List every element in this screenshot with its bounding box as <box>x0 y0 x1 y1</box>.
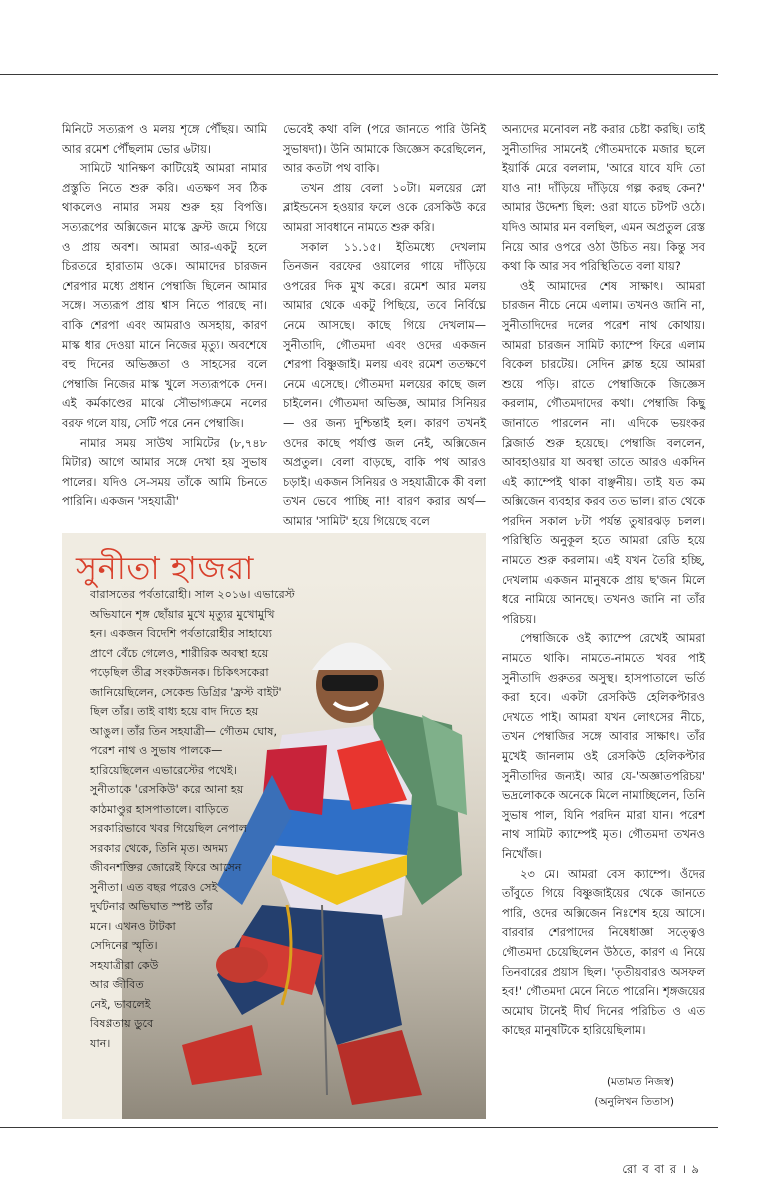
profile-text-line: আঙুল। তাঁর তিন সহযাত্রী— গৌতম ঘোষ, <box>90 724 278 738</box>
profile-text-line: প্রাণে বেঁচে গেলেও, শারীরিক অবস্থা হয়ে <box>90 646 269 660</box>
page-footer: রো ব বা র । ৯ <box>622 1162 700 1176</box>
profile-text-line: মনে। এখনও টাটকা <box>90 919 176 933</box>
profile-text-line: সুনীতা। এত বছর পরেও সেই <box>90 880 218 894</box>
profile-text-line: বিষণ্ণতায় ডুবে <box>90 1017 154 1030</box>
profile-text-line: সেদিনের স্মৃতি। <box>90 939 158 952</box>
profile-text-line: হারিয়েছিলেন এভারেস্টের পথেই। <box>90 763 237 777</box>
paragraph: ভেবেই কথা বলি (পরে জানতে পারি উনিই সুভাষদা)। উনি আমাকে জিজ্ঞেস করেছিলেন, আর কতটা পথ বাকি। <box>283 122 486 176</box>
profile-text-line: সরকার থেকে, তিনি মৃত। অদম্য <box>90 841 228 855</box>
profile-text-line: সহযাত্রীরা কেউ <box>90 958 159 972</box>
profile-text-line: সুনীতাকে 'রেসকিউ' করে আনা হয় <box>90 783 244 796</box>
profile-text-line: নেই, ভাবলেই <box>90 997 151 1011</box>
profile-text-line: অভিযানে শৃঙ্গ ছোঁয়ার মুখে মৃত্যুর মুখোমুখি <box>90 607 275 621</box>
paragraph: ২৩ মে। আমরা বেস ক্যাম্পে। ওঁদের তাঁবুতে গিয়ে বিষ্ণুজাইয়ের থেকে জানতে পারি, ওদের অক্সিজেন নিঃশেষ হয়ে আসে। বারবার শেরপাদের নিষেধাজ্ঞা সত্ত্বেও গৌতমদা চেয়েছিলেন উঠতে, কারণ এ নিয়ে তিনবারের প্রয়াস ছিল। 'তৃতীয়বারও অসফল হব!' গৌতমদা মেনে নিতে পারেনি। শৃঙ্গজয়ের অমোঘ টানেই দীর্ঘ দিনের পরিচিত ও এত কাছের মানুষটিকে হারিয়েছিলাম। <box>502 866 705 1038</box>
opinion-credit: (মতামত নিজস্ব) <box>606 1076 674 1088</box>
bottom-rule <box>0 1127 718 1128</box>
profile-text-line: পড়েছিল তীব্র সংকটজনক। চিকিৎসকেরা <box>90 666 269 679</box>
profile-text-line: যান। <box>90 1036 111 1050</box>
paragraph: নামার সময় সাউথ সামিটের (৮,৭৪৮ মিটার) আগে আমার সঙ্গে দেখা হয় সুভাষ পালের। যদিও সে-সময় তাঁকে আমি চিনতে পারিনি। একজন 'সহযাত্রী' <box>62 435 267 509</box>
paragraph: সকাল ১১.১৫। ইতিমধ্যে দেখলাম তিনজন বরফের ওয়ালের গায়ে দাঁড়িয়ে ওপরের দিক মুখ করে। রমেশ আর মলয় আমার থেকে একটু পিছিয়ে, তবে নির্বিঘ্নে নেমে আসছে। কাছে গিয়ে দেখলাম— সুনীতাদি, গৌতমদা এবং ওদের একজন শেরপা বিষ্ণুজাই। মলয় এবং রমেশ ততক্ষণে নেমে এসেছে। গৌতমদা মলয়ের কাছে জল চাইলেন। গৌতমদা অভিজ্ঞ, আমার সিনিয়র— ওর জন্য দুশ্চিন্তাই হল। কারণ তখনই ওদের কাছে পর্যাপ্ত জল নেই, অক্সিজেন অপ্রতুল। বেলা বাড়ছে, বাকি পথ আরও চড়াই। একজন সিনিয়র ও সহযাত্রীকে কী বলা তখন ভেবে পাচ্ছি না! বারণ করার অর্থ— আমার 'সামিট' হয়ে গিয়েছে বলে <box>283 239 486 528</box>
paragraph: ওই আমাদের শেষ সাক্ষাৎ। আমরা চারজন নীচে নেমে এলাম। তখনও জানি না, সুনীতাদিদের দলের পরেশ নাথ কোথায়। আমরা চারজন সামিট ক্যাম্পে ফিরে এলাম বিকেল চারটেয়। সেদিন ক্লান্ত হয়ে আমরা শুয়ে পড়ি। রাতে পেম্বাজিকে জিজ্ঞেস করলাম, গৌতমদাদের কথা। পেম্বাজি কিছু জানাতে পারলেন না। এদিকে ভয়ংকর ব্লিজার্ড শুরু হয়েছে। পেম্বাজি বললেন, আবহাওয়ার যা অবস্থা তাতে আরও একদিন এই ক্যাম্পেই থাকা বাঞ্ছনীয়। তাই যত কম অক্সিজেন ব্যবহার করব তত ভাল। রাত থেকে পরদিন সকাল ৮টা পর্যন্ত তুষারঝড় চলল। পরিস্থিতি অনুকূল হতে আমরা রেডি হয়ে নামতে শুরু করলাম। এই যখন তৈরি হচ্ছি, দেখলাম একজন মানুষকে প্রায় ছ'জন মিলে ধরে নামিয়ে আনছে। তখনও জানি না তাঁর পরিচয়। <box>502 278 705 626</box>
paragraph: অন্যদের মনোবল নষ্ট করার চেষ্টা করছি। তাই সুনীতাদির সামনেই গৌতমদাকে মজার ছলে ইয়ার্কি মেরে বললাম, 'আরে যাবে যদি তো যাও না! দাঁড়িয়ে দাঁড়িয়ে গল্প করছ কেন?' আমার উদ্দেশ্য ছিল: ওরা যাতে চটপট ওঠে। যদিও আমার মন বলছিল, এমন অপ্রতুল রেস্ত নিয়ে আর ওপরে ওঠা উচিত নয়। কিন্তু সব কথা কি আর সব পরিস্থিতিতে বলা যায়? <box>502 122 705 274</box>
profile-text-line: আর জীবিত <box>90 978 144 991</box>
paragraph: পেম্বাজিকে ওই ক্যাম্পে রেখেই আমরা নামতে থাকি। নামতে-নামতে খবর পাই সুনীতাদি গুরুতর অসুস্থ। হাসপাতালে ভর্তি করা হবে। একটা রেসকিউ হেলিকপ্টারও দেখতে পাই। আমরা যখন লোৎসের নীচে, তখন পেম্বাজির সঙ্গে আবার সাক্ষাৎ। তাঁর মুখেই জানলাম ওই রেসকিউ হেলিকপ্টার সুনীতাদির জন্যই। আর যে-'অজ্ঞাতপরিচয়' ভদ্রলোককে অনেকে মিলে নামাচ্ছিলেন, তিনি সুভাষ পাল, যিনি পরদিন মারা যান। পরেশ নাথ সামিট ক্যাম্পেই মৃত। গৌতমদা তখনও নিখোঁজ। <box>502 631 705 861</box>
profile-text-line: জানিয়েছিলেন, সেকেন্ড ডিগ্রির 'ফ্রস্ট বাইট' <box>90 685 282 699</box>
profile-title: সুনীতা হাজরা <box>76 549 254 587</box>
paragraph: তখন প্রায় বেলা ১০টা। মলয়ের স্নো ব্লাইন্ডনেস হওয়ার ফলে ওকে রেসকিউ করে আমরা সাবধানে নামতে শুরু করি। <box>283 180 486 234</box>
transcription-credit: (অনুলিখন তিতাস) <box>594 1096 674 1108</box>
profile-text-line: সরকারিভাবে খবর গিয়েছিল নেপাল <box>90 822 247 835</box>
top-rule <box>0 74 718 75</box>
article-column-3 <box>502 120 705 1041</box>
profile-text-line: বারাসতের পর্বতারোহী। সাল ২০১৬। এভারেস্ট <box>90 588 295 601</box>
profile-text <box>62 585 486 1119</box>
paragraph: সামিটে খানিক্ষণ কাটিয়েই আমরা নামার প্রস্তুতি নিতে শুরু করি। এতক্ষণ সব ঠিক থাকলেও নামার সময় শুরু হয় বিপত্তি। সত্যরূপের অক্সিজেন মাস্কে ফ্রস্ট জমে গিয়ে ও প্রায় অবশ। আমরা আর-একটু হলে চিরতরে হারাতাম ওকে। আমাদের চারজন শেরপার মধ্যে প্রধান পেম্বাজি ছিলেন আমার সঙ্গে। সত্যরূপ প্রায় শ্বাস নিতে পারছে না। বাকি শেরপা এবং আমরাও অসহায়, কারণ মাস্ক ধার দেওয়া মানে নিজের মৃত্যু। অবশেষে বহু দিনের অভিজ্ঞতা ও সাহসের বলে পেম্বাজি নিজের মাস্ক খুলে সত্যরূপকে দেন। এই কর্মকাণ্ডের মাঝে সৌভাগ্যক্রমে নলের বরফ গলে যায়, সেটি পরে নেন পেম্বাজি। <box>62 161 267 430</box>
profile-text-line: ছিল তাঁর। তাই বাধ্য হয়ে বাদ দিতে হয় <box>90 705 259 718</box>
profile-text-line: জীবনশক্তির জোরেই ফিরে আসেন <box>90 861 242 874</box>
article-column-2 <box>283 120 486 531</box>
paragraph: মিনিটে সত্যরূপ ও মলয় শৃঙ্গে পৌঁছয়। আমি আর রমেশ পৌঁছলাম ভোর ৬টায়। <box>62 122 267 156</box>
profile-text-line: হন। একজন বিদেশি পর্বতারোহীর সাহায্যে <box>90 627 272 640</box>
article-column-1 <box>62 120 267 512</box>
profile-text-line: কাঠমাণ্ডুর হাসপাতালে। বাড়িতে <box>90 802 229 816</box>
profile-text-line: পরেশ নাথ ও সুভাষ পালকে— <box>90 744 223 757</box>
profile-text-line: দুর্ঘটনার অভিঘাত স্পষ্ট তাঁর <box>90 900 213 913</box>
profile-sidebar-box <box>62 533 486 1119</box>
